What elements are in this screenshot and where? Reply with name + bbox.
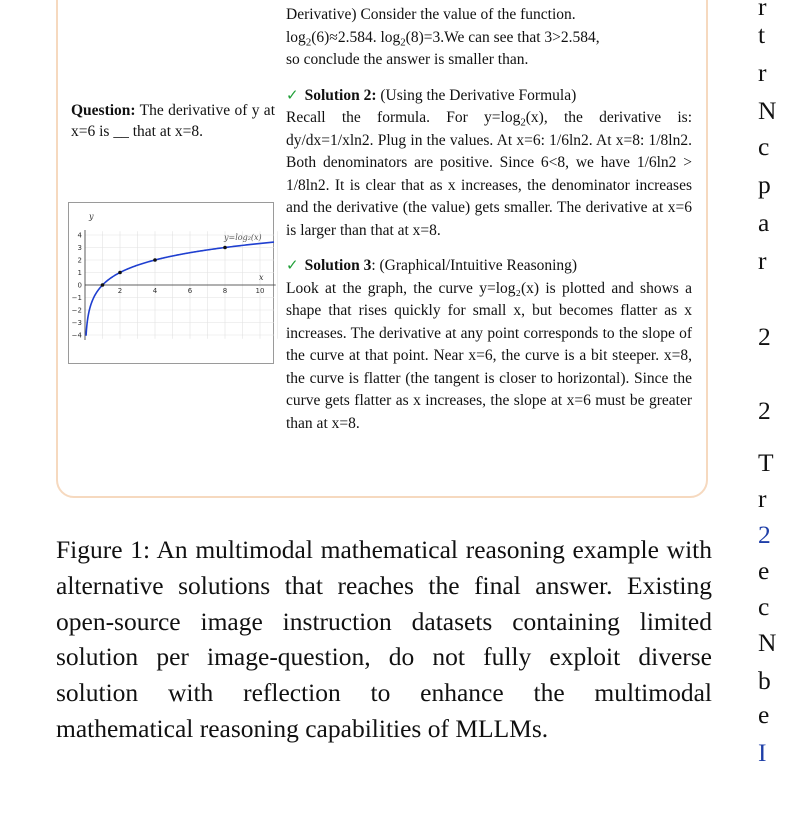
fragment-char: a	[758, 208, 770, 237]
log-graph	[68, 202, 274, 364]
solution-2	[286, 84, 692, 243]
y-tick-label: −3	[71, 319, 82, 327]
curve-point	[118, 271, 122, 275]
solution-2-body: Recall the formula. For $y=\log_2(x)$, the derivative is: dy/dx=1/xln2. Plug in the values. At x=6: 1/6ln2. At x=8: 1/8ln2. Both denominators are positive. Since 6<8, we have 1/6ln2 > 1/8ln2. It is clear that as x increases, the denominator increases and the derivative (the value) gets smaller. The derivative at x=6 is larger than that at x=8.	[286, 109, 693, 239]
y-tick-label: 3	[77, 244, 82, 252]
solution-2-title: Solution 2:	[304, 86, 377, 104]
fragment-char: T	[758, 448, 774, 477]
fragment-char: 2	[758, 322, 771, 351]
x-axis-label: x	[259, 273, 264, 282]
fragment-char: c	[758, 592, 770, 621]
solution-3-body: Look at the graph, the curve y=log₂(x) is plotted and shows a shape that rises quickly for small x, but becomes flatter as x increases. The derivative at any point corresponds to the slope of the curve at that point. Near x=6, the curve is a bit steeper. x=8, the curve is flatter (the tangent is closer to horizontal). Since the curve gets flatter as x increases, the slope at x=6 must be greater than at x=8.	[286, 279, 692, 432]
y-tick-label: −4	[71, 331, 82, 340]
log-curve	[86, 242, 274, 336]
fragment-char: p	[758, 170, 771, 199]
y-tick-label: 4	[77, 231, 82, 240]
curve-point	[153, 258, 157, 262]
fragment-char: c	[758, 132, 770, 161]
fragment-char: 2	[758, 520, 771, 549]
fragment-char: N	[758, 96, 777, 125]
fragment-char: 2	[758, 396, 771, 425]
curve-label: y=log₂(x)	[224, 233, 262, 242]
y-tick-label: −2	[71, 306, 82, 315]
graph-points	[101, 246, 227, 287]
solution-2-subtitle: (Using the Derivative Formula)	[376, 86, 577, 104]
log-graph-svg	[69, 203, 273, 363]
curve-point	[101, 283, 105, 287]
check-icon: ✓	[286, 85, 299, 104]
x-tick-label: 8	[222, 287, 228, 295]
fragment-char: r	[758, 0, 767, 21]
question-text	[71, 100, 275, 142]
y-tick-label: 1	[77, 269, 82, 277]
curve-point	[223, 246, 227, 250]
fragment-char: N	[758, 628, 777, 657]
fragment-char: r	[758, 246, 767, 275]
fragment-char: e	[758, 556, 770, 585]
solutions-column	[286, 4, 692, 435]
solution-1-line-1: Derivative) Consider the value of the function.	[286, 6, 576, 23]
solution-1-line-2: $\log_2(6)\approx 2.584$. $\log_2(8)=3.We$ can see that 3>2.584,	[286, 28, 600, 48]
x-tick-label: 4	[152, 287, 158, 295]
solution-3-subtitle: : (Graphical/Intuitive Reasoning)	[371, 257, 578, 274]
x-tick-label: 6	[187, 287, 193, 295]
fragment-char: r	[758, 484, 767, 513]
solution-3	[286, 254, 692, 435]
graph-axes	[85, 230, 276, 340]
fragment-char: I	[758, 738, 767, 767]
question-label: Question:	[71, 102, 136, 119]
adjacent-column-fragments	[758, 0, 788, 813]
y-axis-label: y	[89, 212, 94, 221]
y-tick-label: 2	[77, 256, 82, 265]
fragment-char: b	[758, 666, 771, 695]
y-tick-label: −1	[71, 294, 82, 302]
fragment-char: r	[758, 58, 767, 87]
solution-1-tail	[286, 4, 692, 72]
figure-caption: Figure 1: An multimodal mathematical reasoning example with alternative solutions that reaches the final answer. Existing open-source image instruction datasets containing limited solution per image-question, do not fully exploit diverse solution with reflection to enhance the multimodal mathematical reasoning capabilities of MLLMs.	[56, 535, 712, 743]
y-tick-label: 0	[77, 281, 82, 290]
solution-3-title: Solution 3	[304, 257, 372, 274]
question-body: The derivative of y at x=6 is __ that at x=8.	[71, 102, 275, 140]
x-tick-label: 10	[255, 287, 265, 295]
fragment-char: e	[758, 700, 770, 729]
x-tick-label: 2	[117, 287, 123, 295]
solution-1-line-3: so conclude the answer is smaller than.	[286, 51, 529, 68]
fragment-char: t	[758, 20, 766, 49]
check-icon: ✓	[286, 256, 299, 274]
